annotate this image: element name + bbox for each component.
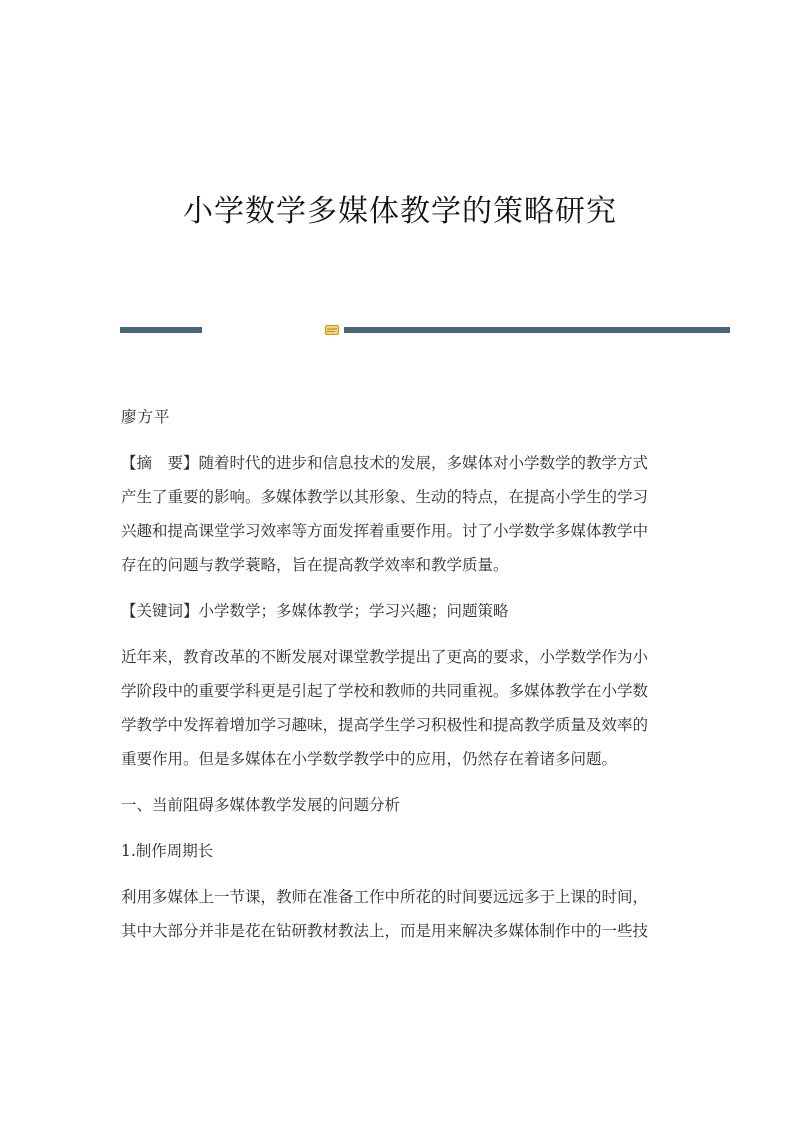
divider-bar-right xyxy=(344,327,730,333)
abstract-paragraph: 【摘 要】随着时代的进步和信息技术的发展，多媒体对小学数学的教学方式产生了重要的影响。多媒体教学以其形象、生动的特点，在提高小学生的学习兴趣和提高课堂学习效率等方面发挥着重要作用。讨了小学数学多媒体教学中存在的问题与教学蓑略，旨在提高教学效率和教学质量。 xyxy=(121,454,649,574)
title-divider xyxy=(120,326,730,334)
subsection-heading: 1.制作周期长 xyxy=(121,842,214,860)
divider-bar-left xyxy=(120,327,202,333)
intro-paragraph: 近年来，教育改革的不断发展对课堂教学提出了更高的要求，小学数学作为小学阶段中的重要学科更是引起了学校和教师的共同重视。多媒体教学在小学数学教学中发挥着增加学习趣味，提高学生学习积极性和提高教学质量及效率的重要作用。但是多媒体在小学数学教学中的应用，仍然存在着诸多问题。 xyxy=(121,648,649,768)
subsection-paragraph: 利用多媒体上一节课，教师在准备工作中所花的时间要远远多于上课的时间，其中大部分并非是花在钻研教材教法上，而是用来解决多媒体制作中的一些技 xyxy=(121,888,649,940)
ornament-icon xyxy=(325,325,339,335)
section-heading: 一、当前阻碍多媒体教学发展的问题分析 xyxy=(121,796,401,814)
document-body xyxy=(121,400,661,960)
author-name: 廖方平 xyxy=(121,408,171,426)
document-title: 小学数学多媒体教学的策略研究 xyxy=(183,194,617,229)
keywords-paragraph: 【关键词】小学数学；多媒体教学；学习兴趣；问题策略 xyxy=(121,602,509,620)
